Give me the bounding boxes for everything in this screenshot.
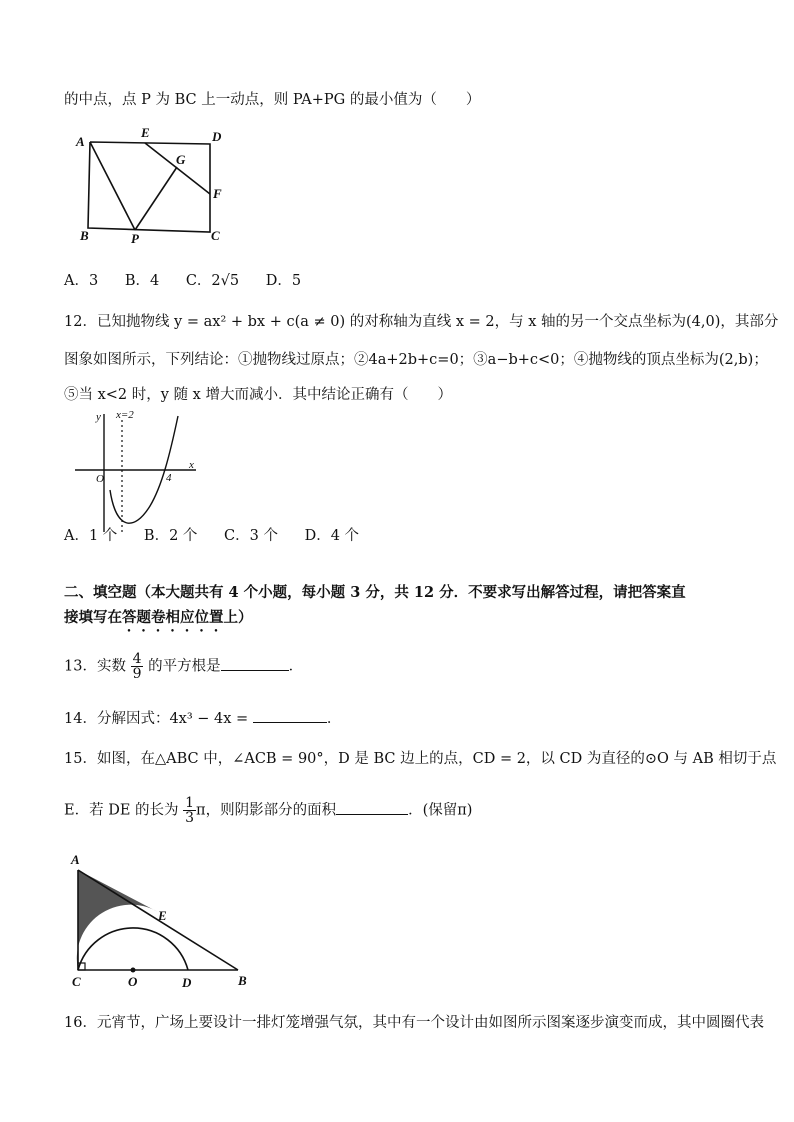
q16-line1: 16．元宵节，广场上要设计一排灯笼增强气氛，其中有一个设计由如图所示图案逐步演变而成，其中圆圈代表 <box>64 1015 764 1031</box>
q11-label-B: B <box>80 228 89 243</box>
q14-text: 14．分解因式：4x³ − 4x = <box>64 711 249 727</box>
q12-label-o: O <box>96 473 104 485</box>
q12-option-b: B．2 个 <box>143 528 198 544</box>
q14-end: ． <box>326 711 342 727</box>
q12-label-x: x <box>189 459 194 471</box>
q15-label-A: A <box>71 852 80 867</box>
q13-answer-blank[interactable] <box>221 656 289 671</box>
section2-line2-emph: 答题卷相应位置 <box>122 609 224 626</box>
q11-options <box>64 271 323 291</box>
q12-figure <box>72 408 200 534</box>
q12-option-a: A．1 个 <box>64 528 118 544</box>
q11-figure <box>70 122 240 246</box>
q15-den: 3 <box>185 810 195 826</box>
q15-num: 1 <box>185 795 195 811</box>
q11-option-c: C．2√5 <box>185 273 240 289</box>
q11-stem: 的中点，点 P 为 BC 上一动点，则 PA+PG 的最小值为（ ） <box>64 92 481 108</box>
q15-line1: 15．如图，在△ABC 中，∠ACB = 90°，D 是 BC 边上的点，CD = 2，以 CD 为直径的⊙O 与 AB 相切于点 <box>64 751 777 767</box>
q15-answer-blank[interactable] <box>336 800 408 815</box>
q13-num: 4 <box>132 651 142 667</box>
q15-line2 <box>64 796 472 825</box>
q15-label-B: B <box>238 973 247 988</box>
q11-label-C: C <box>211 228 220 243</box>
q15-fraction <box>183 796 196 825</box>
q11-option-b: B．4 <box>124 273 160 289</box>
q15-line2-end: ．(保留π) <box>408 802 473 819</box>
q13-den: 9 <box>132 666 142 682</box>
q12-options <box>64 526 381 546</box>
q12-option-c: C．3 个 <box>224 528 278 544</box>
q15-line2-mid: π，则阴影部分的面积 <box>196 802 337 819</box>
q15-line2-prefix: E．若 DE 的长为 <box>64 802 179 819</box>
section2-heading-line2 <box>64 608 253 635</box>
q11-label-G: G <box>176 152 186 167</box>
section2-line2-prefix: 接填写在 <box>64 609 122 626</box>
q13-end: ． <box>288 658 304 675</box>
q13-fraction <box>131 652 144 681</box>
q11-label-P: P <box>131 231 139 246</box>
q11-label-F: F <box>213 186 222 201</box>
q15-label-D: D <box>182 975 192 990</box>
q11-label-E: E <box>141 125 150 140</box>
q13-prefix: 13．实数 <box>64 658 126 675</box>
q12-line1: 12．已知抛物线 y = ax² + bx + c(a ≠ 0) 的对称轴为直线 x = 2，与 x 轴的另一个交点坐标为(4,0)，其部分 <box>64 314 779 330</box>
q15-figure <box>66 852 256 992</box>
q15-label-C: C <box>72 974 81 989</box>
q15-label-E: E <box>158 908 167 923</box>
q12-label-4: 4 <box>166 472 172 484</box>
q12-label-axis: x=2 <box>116 409 134 421</box>
q12-line3: ⑤当 x<2 时，y 随 x 增大而减小．其中结论正确有（ ） <box>64 387 452 403</box>
q14-answer-blank[interactable] <box>253 708 327 723</box>
section2-line2-suffix: 上） <box>223 609 253 626</box>
q13 <box>64 652 303 681</box>
q12-option-d: D．4 个 <box>304 528 360 544</box>
q11-option-d: D．5 <box>265 273 302 289</box>
q11-option-a: A．3 <box>64 273 99 289</box>
q15-shaded-region <box>77 870 158 970</box>
section2-heading-line1: 二、填空题（本大题共有 4 个小题，每小题 3 分，共 12 分．不要求写出解答过程，请把答案直 <box>64 584 686 601</box>
q12-label-y: y <box>96 411 101 423</box>
q12-line2: 图象如图所示，下列结论：①抛物线过原点；②4a+2b+c=0；③a−b+c<0；④抛物线的顶点坐标为(2,b)； <box>64 352 768 368</box>
q13-suffix: 的平方根是 <box>148 658 221 675</box>
q14 <box>64 708 341 729</box>
q11-label-A: A <box>76 134 85 149</box>
q15-label-O: O <box>128 974 138 989</box>
q11-label-D: D <box>212 129 222 144</box>
